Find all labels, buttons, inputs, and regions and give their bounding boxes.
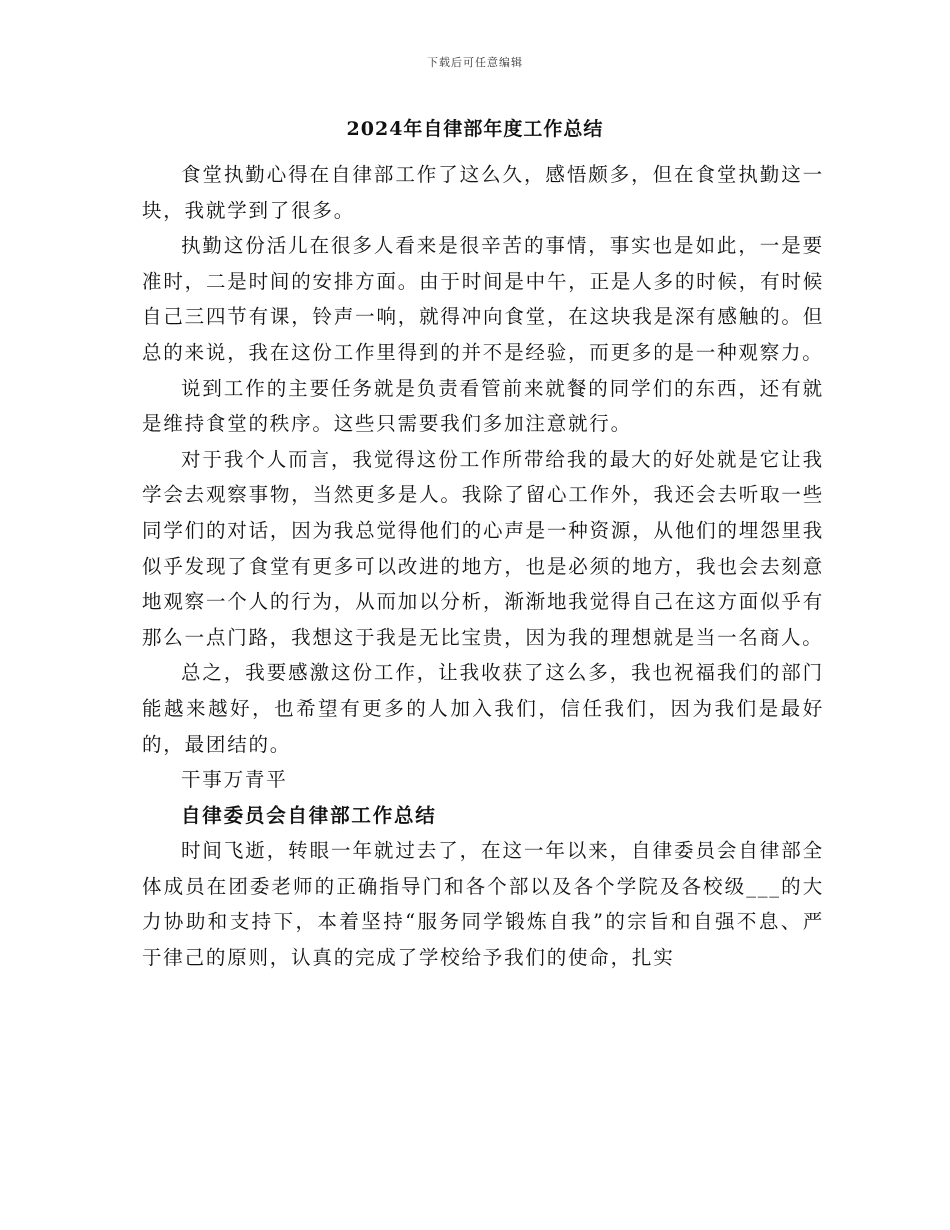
- header-note: 下载后可任意编辑: [427, 56, 523, 69]
- paragraph-main-task: 说到工作的主要任务就是负责看管前来就餐的同学们的东西，还有就是维持食堂的秩序。这些只需要我们多加注意就行。: [142, 376, 824, 436]
- paragraph-section-intro: 时间飞逝，转眼一年就过去了，在这一年以来，自律委员会自律部全体成员在团委老师的正确指导门和各个部以及各个学院及各校级___的大力协助和支持下，本着坚持“服务同学锻炼自我”的宗旨和自强不息、严于律己的原则，认真的完成了学校给予我们的使命，扎实: [142, 839, 824, 970]
- paragraph-personal-benefit: 对于我个人而言，我觉得这份工作所带给我的最大的好处就是它让我学会去观察事物，当然更多是人。我除了留心工作外，我还会去听取一些同学们的对话，因为我总觉得他们的心声是一种资源，从他们的埋怨里我似乎发现了食堂有更多可以改进的地方，也是必须的地方，我也会去刻意地观察一个人的行为，从而加以分析，渐渐地我觉得自己在这方面似乎有那么一点门路，我想这于我是无比宝贵，因为我的理想就是当一名商人。: [142, 447, 824, 649]
- paragraph-conclusion: 总之，我要感激这份工作，让我收获了这么多，我也祝福我们的部门能越来越好，也希望有更多的人加入我们，信任我们，因为我们是最好的，最团结的。: [142, 661, 824, 756]
- paragraph-duty-hardship: 执勤这份活儿在很多人看来是很辛苦的事情，事实也是如此，一是要准时，二是时间的安排方面。由于时间是中午，正是人多的时候，有时候自己三四节有课，铃声一响，就得冲向食堂，在这块我是深有感触的。但总的来说，我在这份工作里得到的并不是经验，而更多的是一种观察力。: [142, 234, 824, 364]
- document-body: [142, 157, 824, 976]
- document-title: 2024年自律部年度工作总结: [346, 118, 604, 140]
- section-heading: 自律委员会自律部工作总结: [181, 803, 437, 827]
- paragraph-signature: 干事万青平: [181, 768, 288, 792]
- paragraph-canteen-duty: 食堂执勤心得在自律部工作了这么久，感悟颇多，但在食堂执勤这一块，我就学到了很多。: [142, 163, 824, 222]
